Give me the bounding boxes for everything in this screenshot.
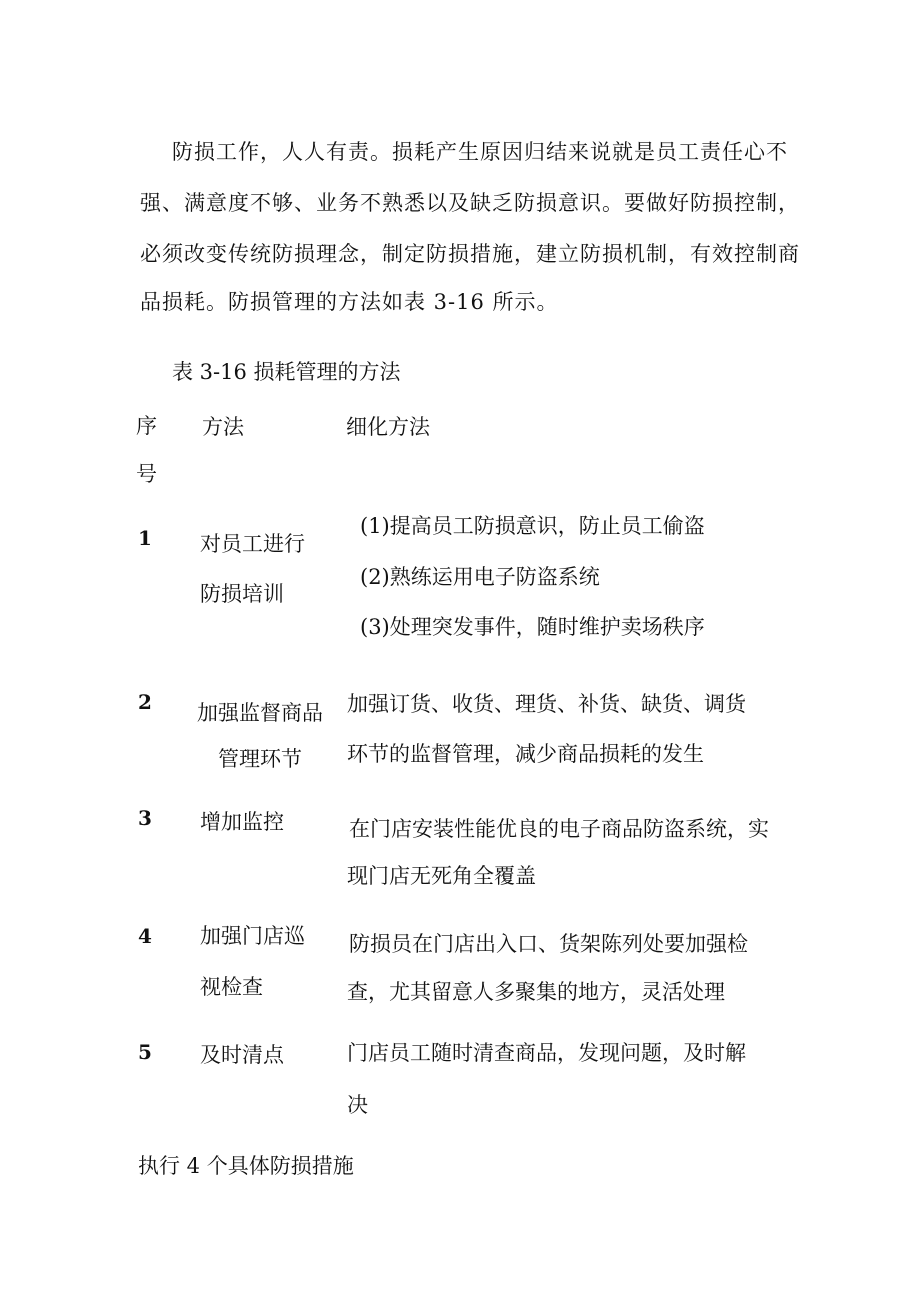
- row-method: 加强门店巡: [200, 924, 305, 948]
- paragraph-line: 必须改变传统防损理念，制定防损措施，建立防损机制，有效控制商: [140, 242, 800, 266]
- section-heading: 执行 4 个具体防损措施: [138, 1154, 354, 1178]
- header-method: 方法: [202, 415, 244, 439]
- row-method: 及时清点: [200, 1043, 284, 1067]
- row-detail: (1)提高员工防损意识，防止员工偷盗: [360, 514, 705, 538]
- row-number: 1: [138, 526, 152, 550]
- row-detail: 防损员在门店出入口、货架陈列处要加强检: [349, 932, 748, 956]
- row-number: 3: [138, 806, 152, 830]
- row-number: 5: [138, 1040, 152, 1064]
- row-detail: (3)处理突发事件，随时维护卖场秩序: [360, 615, 705, 639]
- row-number: 4: [138, 924, 152, 948]
- row-detail: 决: [347, 1093, 368, 1117]
- header-detail: 细化方法: [346, 415, 430, 439]
- row-detail: 加强订货、收货、理货、补货、缺货、调货: [347, 692, 746, 716]
- row-detail: 查，尤其留意人多聚集的地方，灵活处理: [347, 980, 725, 1004]
- header-seq: 号: [136, 462, 157, 486]
- row-method: 增加监控: [200, 810, 284, 834]
- row-method: 防损培训: [200, 582, 284, 606]
- row-detail: 在门店安装性能优良的电子商品防盗系统，实: [349, 817, 769, 841]
- table-caption: 表 3-16 损耗管理的方法: [172, 360, 401, 384]
- row-detail: 门店员工随时清查商品，发现问题，及时解: [347, 1041, 746, 1065]
- row-number: 2: [138, 690, 152, 714]
- row-detail: 现门店无死角全覆盖: [347, 864, 536, 888]
- row-method: 管理环节: [218, 747, 302, 771]
- paragraph-line: 强、满意度不够、业务不熟悉以及缺乏防损意识。要做好防损控制，: [140, 191, 800, 215]
- row-method: 对员工进行: [200, 532, 305, 556]
- paragraph-line: 品损耗。防损管理的方法如表 3-16 所示。: [140, 290, 559, 314]
- paragraph-line: 防损工作，人人有责。损耗产生原因归结来说就是员工责任心不: [172, 140, 788, 164]
- header-seq: 序: [136, 414, 157, 438]
- row-detail: 环节的监督管理，减少商品损耗的发生: [347, 742, 704, 766]
- row-method: 视检查: [200, 975, 263, 999]
- row-detail: (2)熟练运用电子防盗系统: [360, 565, 600, 589]
- row-method: 加强监督商品: [197, 701, 323, 725]
